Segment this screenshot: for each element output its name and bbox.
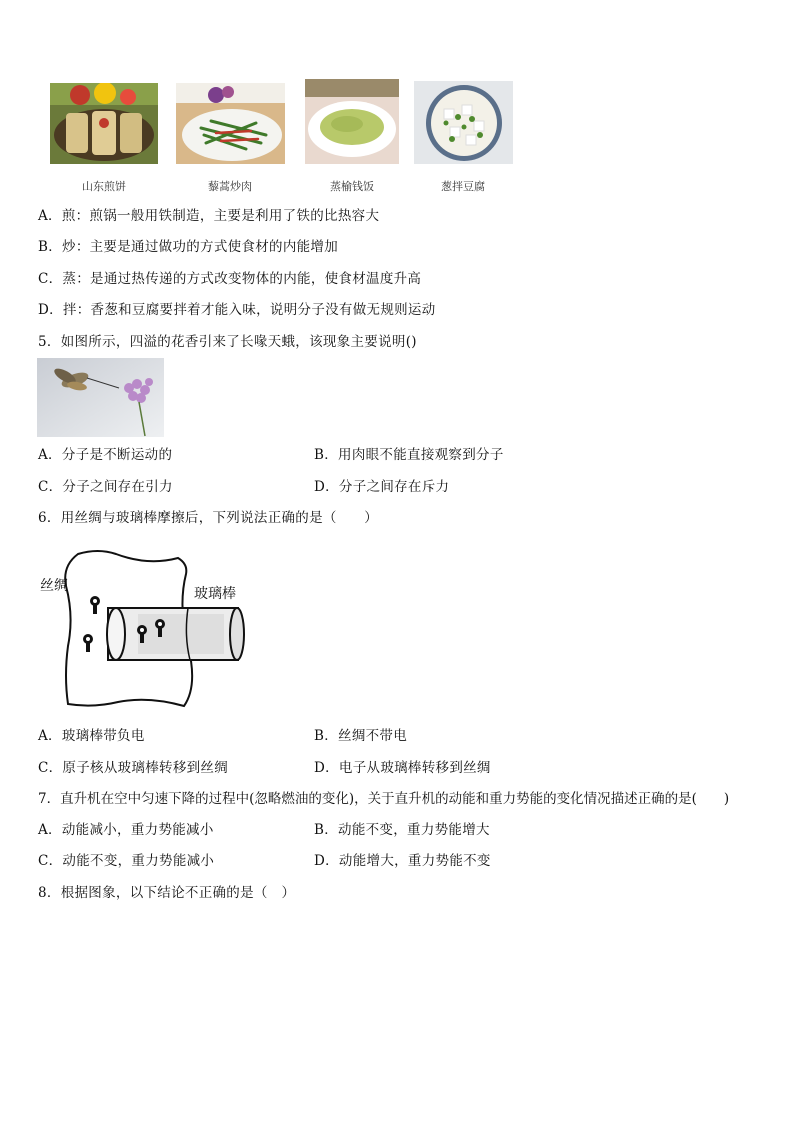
silk-glass-rod-diagram [38, 546, 248, 711]
caption-pancake: 山东煎饼 [82, 180, 126, 193]
caption-stirfry: 藜蒿炒肉 [208, 180, 252, 193]
tofu-photo [414, 81, 513, 164]
q5-stem: 5．如图所示，四溢的花香引来了长喙天蛾，该现象主要说明() [38, 334, 417, 350]
steamed-rice-photo [305, 79, 399, 164]
caption-steamed-rice: 蒸榆钱饭 [330, 180, 374, 193]
q5-option-c: C．分子之间存在引力 [38, 479, 173, 495]
q5-option-d: D．分子之间存在斥力 [314, 479, 450, 495]
stirfry-image [176, 83, 285, 164]
q6-stem: 6．用丝绸与玻璃棒摩擦后，下列说法正确的是（ ） [38, 510, 379, 526]
q4-option-b: B．炒：主要是通过做功的方式使食材的内能增加 [38, 239, 339, 255]
q4-option-a: A．煎：煎锅一般用铁制造，主要是利用了铁的比热容大 [38, 208, 380, 224]
q5-option-a: A．分子是不断运动的 [38, 447, 173, 463]
pancake-photo [50, 83, 158, 164]
q7-option-c: C．动能不变，重力势能减小 [38, 853, 215, 869]
label-silk: 丝绸 [40, 578, 68, 594]
steamed-rice-image [305, 79, 399, 164]
q6-option-b: B．丝绸不带电 [314, 728, 408, 744]
q4-option-d: D．拌：香葱和豆腐要拌着才能入味，说明分子没有做无规则运动 [38, 302, 436, 318]
stirfry-photo [176, 83, 285, 164]
label-glass-rod: 玻璃棒 [194, 586, 236, 602]
pancake-image [50, 83, 158, 164]
tofu-image [414, 81, 513, 164]
q6-option-a: A．玻璃棒带负电 [38, 728, 145, 744]
hawkmoth-image [37, 358, 164, 437]
q7-option-b: B．动能不变，重力势能增大 [314, 822, 490, 838]
q4-option-c: C．蒸：是通过热传递的方式改变物体的内能，使食材温度升高 [38, 271, 422, 287]
q7-option-d: D．动能增大，重力势能不变 [314, 853, 491, 869]
q8-stem: 8．根据图象，以下结论不正确的是（ ） [38, 885, 296, 901]
hawkmoth-photo [37, 358, 164, 437]
silk-glass-rod-drawing [38, 546, 248, 711]
q7-option-a: A．动能减小，重力势能减小 [38, 822, 214, 838]
q6-option-d: D．电子从玻璃棒转移到丝绸 [314, 760, 491, 776]
q7-stem: 7．直升机在空中匀速下降的过程中(忽略燃油的变化)，关于直升机的动能和重力势能的变化情况描述正确的是( ) [38, 791, 730, 807]
q6-option-c: C．原子核从玻璃棒转移到丝绸 [38, 760, 229, 776]
q5-option-b: B．用肉眼不能直接观察到分子 [314, 447, 504, 463]
caption-tofu: 葱拌豆腐 [441, 180, 485, 193]
